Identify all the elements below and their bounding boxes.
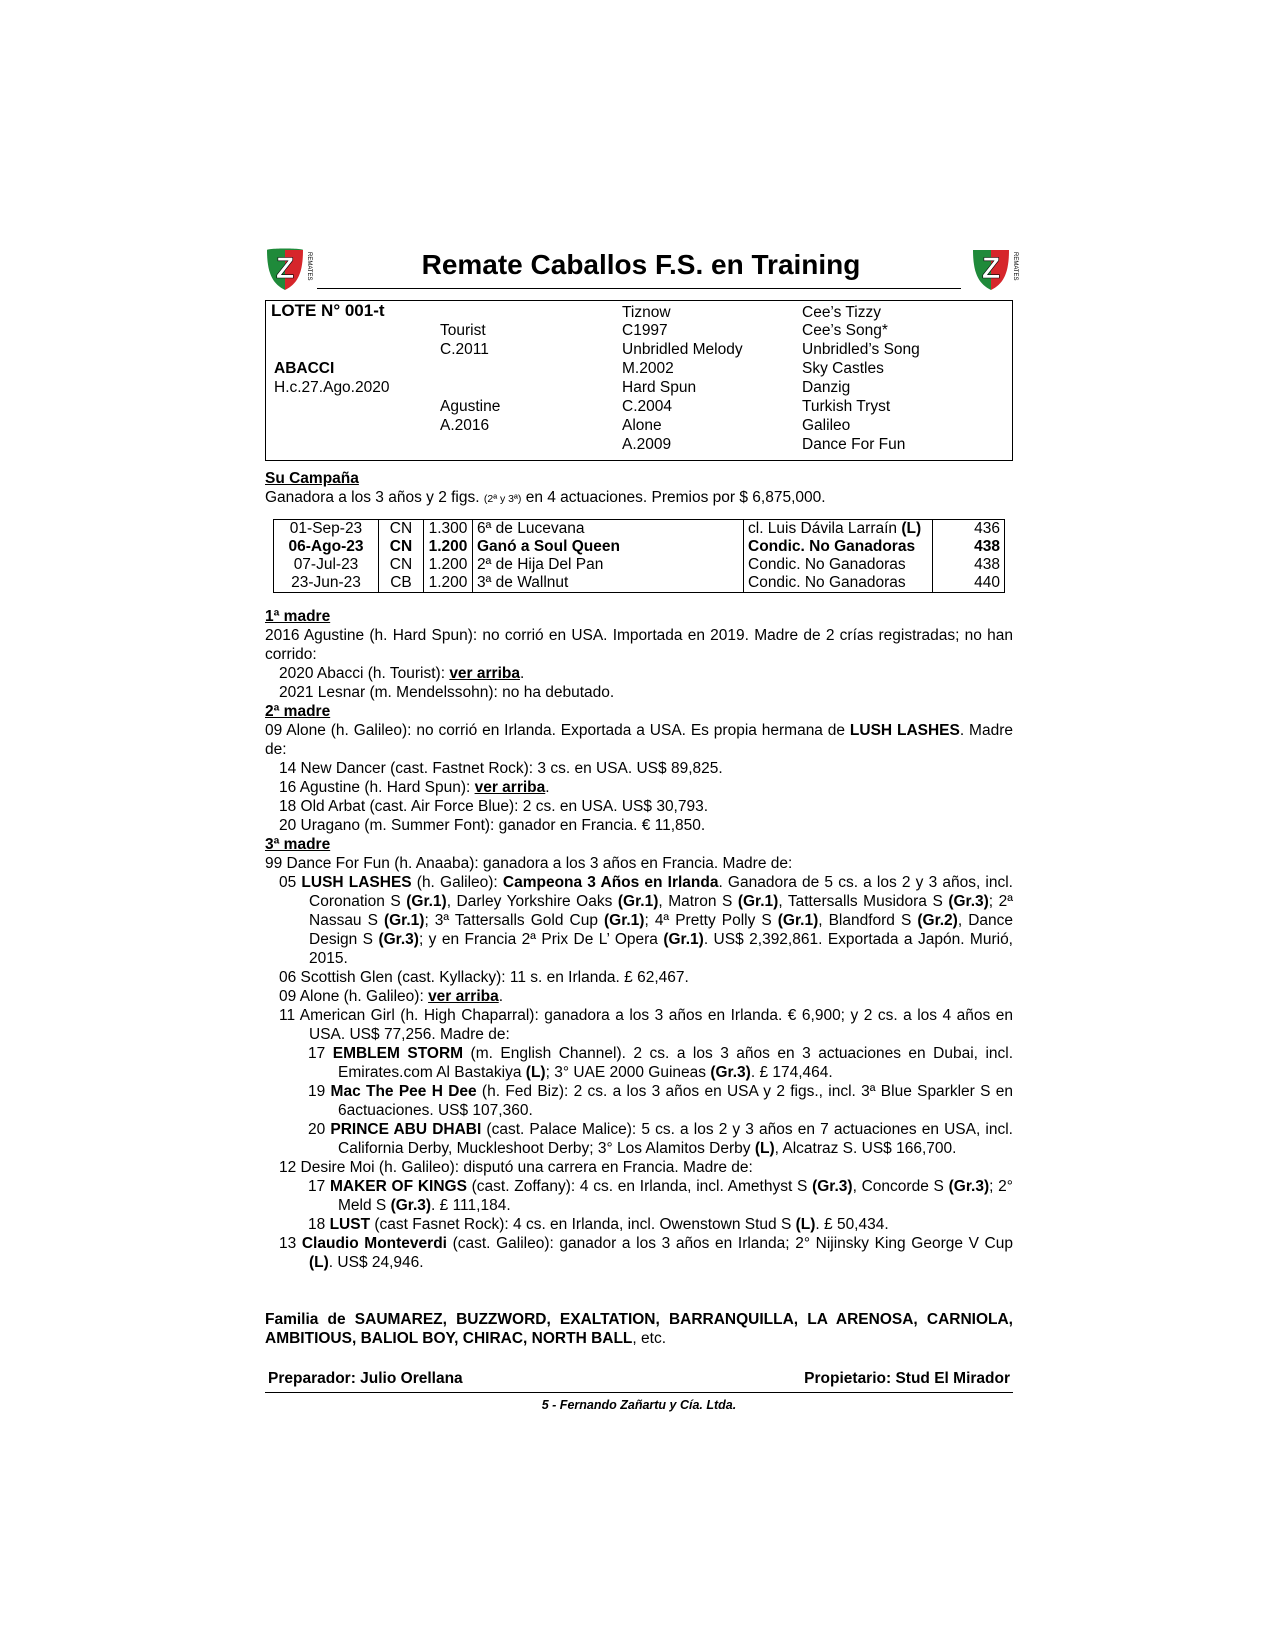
t: , Concorde S <box>852 1178 949 1195</box>
dam-info: A.2016 <box>440 417 490 434</box>
t: 17 <box>308 1045 333 1062</box>
t: (h. Fed Biz): 2 cs. a los 3 años en USA y 2 figs., incl. 3ª Blue Sparkler S en 6actuaciones. US$ 107,360. <box>338 1083 1013 1119</box>
t: 20 <box>308 1121 331 1138</box>
remates-logo-right <box>969 244 1019 292</box>
horse-info: H.c.27.Ago.2020 <box>274 379 390 396</box>
produce-lust <box>265 1215 1013 1234</box>
ggparent-2: Cee’s Song* <box>802 322 888 339</box>
produce-american-girl: 11 American Girl (h. High Chaparral): ganadora a los 3 años en Irlanda. € 6,900; y 2 cs. a los 4 años en USA. US$ 77,256. Madre de: <box>279 1007 1013 1043</box>
b: (Gr.1) <box>406 893 447 910</box>
race-weight: 440 <box>933 574 1005 593</box>
dam-name: Agustine <box>440 398 501 415</box>
race-weight: 438 <box>933 538 1005 556</box>
ggparent-4: Sky Castles <box>802 360 884 377</box>
race-result: Ganó a Soul Queen <box>473 538 744 556</box>
produce-text-end: . <box>545 779 550 796</box>
produce-lush-lashes <box>265 873 1013 968</box>
t: . US$ 2,392,861. Exportada a Japón. Murió, 2015. <box>309 931 1013 967</box>
race-name: Condic. No Ganadoras <box>744 574 933 593</box>
produce-claudio-monteverdi <box>265 1234 1013 1272</box>
b: (Gr.3) <box>378 931 419 948</box>
b: (L) <box>795 1216 816 1233</box>
produce-line <box>265 778 1013 797</box>
produce-line: 12 Desire Moi (h. Galileo): disputó una carrera en Francia. Madre de: <box>279 1159 753 1176</box>
t: 18 <box>308 1216 330 1233</box>
race-result: 2ª de Hija Del Pan <box>473 556 744 574</box>
produce-text: 2020 Abacci (h. Tourist): <box>279 665 450 682</box>
intro-text: 09 Alone (h. Galileo): no corrió en Irlanda. Exportada a USA. Es propia hermana de <box>265 722 850 739</box>
third-dam-intro: 99 Dance For Fun (h. Anaaba): ganadora a los 3 años en Francia. Madre de: <box>265 855 793 872</box>
table-row <box>274 538 1005 556</box>
race-track: CB <box>379 574 424 593</box>
race-track: CN <box>379 538 424 556</box>
race-date: 01-Sep-23 <box>289 520 363 537</box>
table-row <box>274 556 1005 574</box>
t: , Matron S <box>658 893 738 910</box>
t: (cast Fasnet Rock): 4 cs. en Irlanda, incl. Owenstown Stud S <box>370 1216 796 1233</box>
t: , Darley Yorkshire Oaks <box>446 893 618 910</box>
race-track: CN <box>379 520 424 539</box>
title-underline <box>317 288 961 289</box>
t: (m. English Channel). 2 cs. a los 3 años en 3 actuaciones en Dubai, incl. Emirates.com Al Bastakiya <box>338 1045 1014 1081</box>
b: (Gr.1) <box>737 893 779 910</box>
produce-mac-the-pee <box>265 1082 1013 1120</box>
lote-number: LOTE N° 001-t <box>271 301 385 320</box>
summary-text: Ganadora a los 3 años y 2 figs. <box>265 489 484 506</box>
svg-text:Z: Z <box>275 252 295 285</box>
see-above-link[interactable]: ver arriba <box>428 988 499 1005</box>
produce-line: 2021 Lesnar (m. Mendelssohn): no ha debutado. <box>279 684 615 701</box>
campaign-section <box>265 469 1013 593</box>
produce-text-end: . <box>498 988 504 1005</box>
produce-line <box>265 987 1013 1006</box>
produce-line: 14 New Dancer (cast. Fastnet Rock): 3 cs. en USA. US$ 89,825. <box>279 760 723 777</box>
b: PRINCE ABU DHABI <box>330 1121 482 1138</box>
ggparent-5: Danzig <box>802 379 851 396</box>
race-date: 23-Jun-23 <box>291 574 361 591</box>
t: . US$ 24,946. <box>328 1254 424 1271</box>
grandsire-1-info: C1997 <box>622 322 668 339</box>
t: ; y en Francia 2ª Prix De L’ Opera <box>418 931 664 948</box>
t: ; 3° UAE 2000 Guineas <box>545 1064 711 1081</box>
b: Claudio Monteverdi <box>301 1235 447 1252</box>
produce-maker-of-kings <box>265 1177 1013 1215</box>
t: ; 4ª Pretty Polly S <box>644 912 778 929</box>
remates-logo-left <box>263 244 313 292</box>
t: ; 3ª Tattersalls Gold Cup <box>424 912 604 929</box>
second-dam-intro <box>265 721 1013 759</box>
b: EMBLEM STORM <box>332 1045 464 1062</box>
produce-text-end: . <box>519 665 525 682</box>
race-name: Condic. No Ganadoras <box>744 556 933 574</box>
first-dam-title: 1ª madre <box>265 608 331 625</box>
race-name-text: cl. Luis Dávila Larraín <box>748 520 898 537</box>
b: (Gr.2) <box>917 912 958 929</box>
ggparent-3: Unbridled’s Song <box>802 341 920 358</box>
svg-text:REMATES: REMATES <box>1012 252 1018 281</box>
t: 13 <box>279 1235 302 1252</box>
page-header <box>265 244 1018 296</box>
produce-line: 20 Uragano (m. Summer Font): ganador en Francia. € 11,850. <box>279 817 706 834</box>
race-track: CN <box>379 556 424 574</box>
granddam-1-info: M.2002 <box>622 360 674 377</box>
summary-small: (2ª y 3ª) <box>483 493 522 505</box>
produce-line: 18 Old Arbat (cast. Air Force Blue): 2 cs. en USA. US$ 30,793. <box>279 798 709 815</box>
produce-emblem-storm <box>265 1044 1013 1082</box>
sire-name: Tourist <box>440 322 486 339</box>
b: (Gr.3) <box>710 1064 751 1081</box>
t: , Blandford S <box>818 912 918 929</box>
t: . £ 50,434. <box>815 1216 889 1233</box>
ggparent-8: Dance For Fun <box>802 436 906 453</box>
campaign-table <box>273 519 1005 593</box>
third-dam-section <box>265 835 1013 1272</box>
family-names: Familia de SAUMAREZ, BUZZWORD, EXALTATION, BARRANQUILLA, LA ARENOSA, CARNIOLA, AMBITIOUS, BALIOL BOY, CHIRAC, NORTH BALL <box>265 1311 1013 1347</box>
t: 05 <box>279 874 302 891</box>
campaign-summary <box>265 488 1013 509</box>
produce-text: 16 Agustine (h. Hard Spun): <box>279 779 475 796</box>
b: (Gr.1) <box>383 912 425 929</box>
grandsire-2: Hard Spun <box>622 379 697 396</box>
b: LUST <box>329 1216 371 1233</box>
b: LUSH LASHES <box>301 874 412 891</box>
b: (Gr.1) <box>777 912 819 929</box>
b: (Gr.3) <box>948 893 989 910</box>
race-distance: 1.200 <box>424 556 473 574</box>
grandsire-2-info: C.2004 <box>622 398 672 415</box>
t: . £ 111,184. <box>431 1197 511 1214</box>
t: (cast. Palace Malice): 5 cs. a los 2 y 3 años en 7 actuaciones en USA, incl. California Derby, Muckleshoot Derby; 3° Los Alamitos Derby <box>338 1121 1013 1157</box>
b: Campeona 3 Años en Irlanda <box>502 874 719 891</box>
intro-end: . Madre de: <box>265 722 1013 758</box>
t: , Tattersalls Musidora S <box>778 893 949 910</box>
svg-text:Z: Z <box>981 252 1001 285</box>
race-distance: 1.200 <box>424 574 473 593</box>
t: ; 2ª Nassau S <box>309 893 1013 929</box>
b: (Gr.3) <box>390 1197 432 1214</box>
table-row <box>274 574 1005 593</box>
granddam-1: Unbridled Melody <box>622 341 743 358</box>
produce-text: 09 Alone (h. Galileo): <box>279 988 429 1005</box>
first-dam-intro: 2016 Agustine (h. Hard Spun): no corrió en USA. Importada en 2019. Madre de 2 crías registradas; no han corrido: <box>265 627 1013 663</box>
race-result: 6ª de Lucevana <box>473 520 744 539</box>
t: (cast. Galileo): ganador a los 3 años en Irlanda; 2° Nijinsky King George V Cup <box>446 1235 1013 1252</box>
b: (Gr.3) <box>812 1178 853 1195</box>
sire-info: C.2011 <box>440 341 489 358</box>
see-above-link[interactable]: ver arriba <box>449 665 520 682</box>
race-result: 3ª de Wallnut <box>473 574 744 593</box>
page-number: 5 - Fernando Zañartu y Cía. Ltda. <box>541 1398 737 1412</box>
ggparent-7: Galileo <box>802 417 851 434</box>
race-name <box>744 520 933 539</box>
footer-info <box>265 1369 1013 1388</box>
pedigree-box <box>265 300 1013 461</box>
t: (cast. Zoffany): 4 cs. en Irlanda, incl. Amethyst S <box>466 1178 813 1195</box>
granddam-2: Alone <box>622 417 662 434</box>
b: (Gr.1) <box>617 893 659 910</box>
granddam-2-info: A.2009 <box>622 436 672 453</box>
race-date: 07-Jul-23 <box>293 556 359 573</box>
b: MAKER OF KINGS <box>329 1178 467 1195</box>
see-above-link[interactable]: ver arriba <box>474 779 546 796</box>
svg-text:REMATES: REMATES <box>306 252 312 281</box>
race-distance: 1.300 <box>424 520 473 539</box>
produce-line: 06 Scottish Glen (cast. Kyllacky): 11 s. en Irlanda. £ 62,467. <box>279 969 689 986</box>
summary-text-2: en 4 actuaciones. Premios por $ 6,875,000. <box>521 489 826 506</box>
race-distance: 1.200 <box>424 538 473 556</box>
t: ; 2° Meld S <box>338 1178 1013 1214</box>
b: Mac The Pee H Dee <box>330 1083 477 1100</box>
second-dam-section <box>265 702 1013 835</box>
t: 17 <box>308 1178 330 1195</box>
b: (L) <box>754 1140 775 1157</box>
third-dam-title: 3ª madre <box>265 836 331 853</box>
produce-prince-abu-dhabi <box>265 1120 1013 1158</box>
trainer: Preparador: Julio Orellana <box>268 1370 463 1387</box>
footer-rule <box>265 1392 1013 1393</box>
catalog-page <box>265 244 1018 1415</box>
ggparent-1: Cee’s Tizzy <box>802 304 881 321</box>
t: , Alcatraz S. US$ 166,700. <box>774 1140 957 1157</box>
b: (L) <box>309 1254 329 1271</box>
b: (Gr.1) <box>663 931 704 948</box>
t: , Dance Design S <box>309 912 1013 948</box>
t: . £ 174,464. <box>750 1064 833 1081</box>
race-weight: 436 <box>933 520 1005 539</box>
second-dam-title: 2ª madre <box>265 703 331 720</box>
page-title: Remate Caballos F.S. en Training <box>421 249 861 280</box>
owner: Propietario: Stud El Mirador <box>804 1370 1010 1387</box>
t: (h. Galileo): <box>411 874 503 891</box>
race-weight: 438 <box>933 556 1005 574</box>
horse-name: ABACCI <box>274 360 335 377</box>
t: . Ganadora de 5 cs. a los 2 y 3 años, incl. Coronation S <box>309 874 1013 910</box>
b: (Gr.3) <box>948 1178 990 1195</box>
campaign-title: Su Campaña <box>265 470 359 487</box>
first-dam-section <box>265 607 1013 702</box>
race-listed-tag: (L) <box>897 520 922 537</box>
b: (L) <box>525 1064 546 1081</box>
grandsire-1: Tiznow <box>622 304 671 321</box>
produce-line <box>265 664 1013 683</box>
race-name: Condic. No Ganadoras <box>744 538 933 556</box>
family-line <box>265 1310 1013 1348</box>
t: 19 <box>308 1083 331 1100</box>
family-etc: , etc. <box>632 1330 667 1347</box>
b: (Gr.1) <box>603 912 645 929</box>
table-row <box>274 520 1005 539</box>
intro-bold: LUSH LASHES <box>849 722 960 739</box>
ggparent-6: Turkish Tryst <box>802 398 891 415</box>
race-date: 06-Ago-23 <box>288 538 364 555</box>
